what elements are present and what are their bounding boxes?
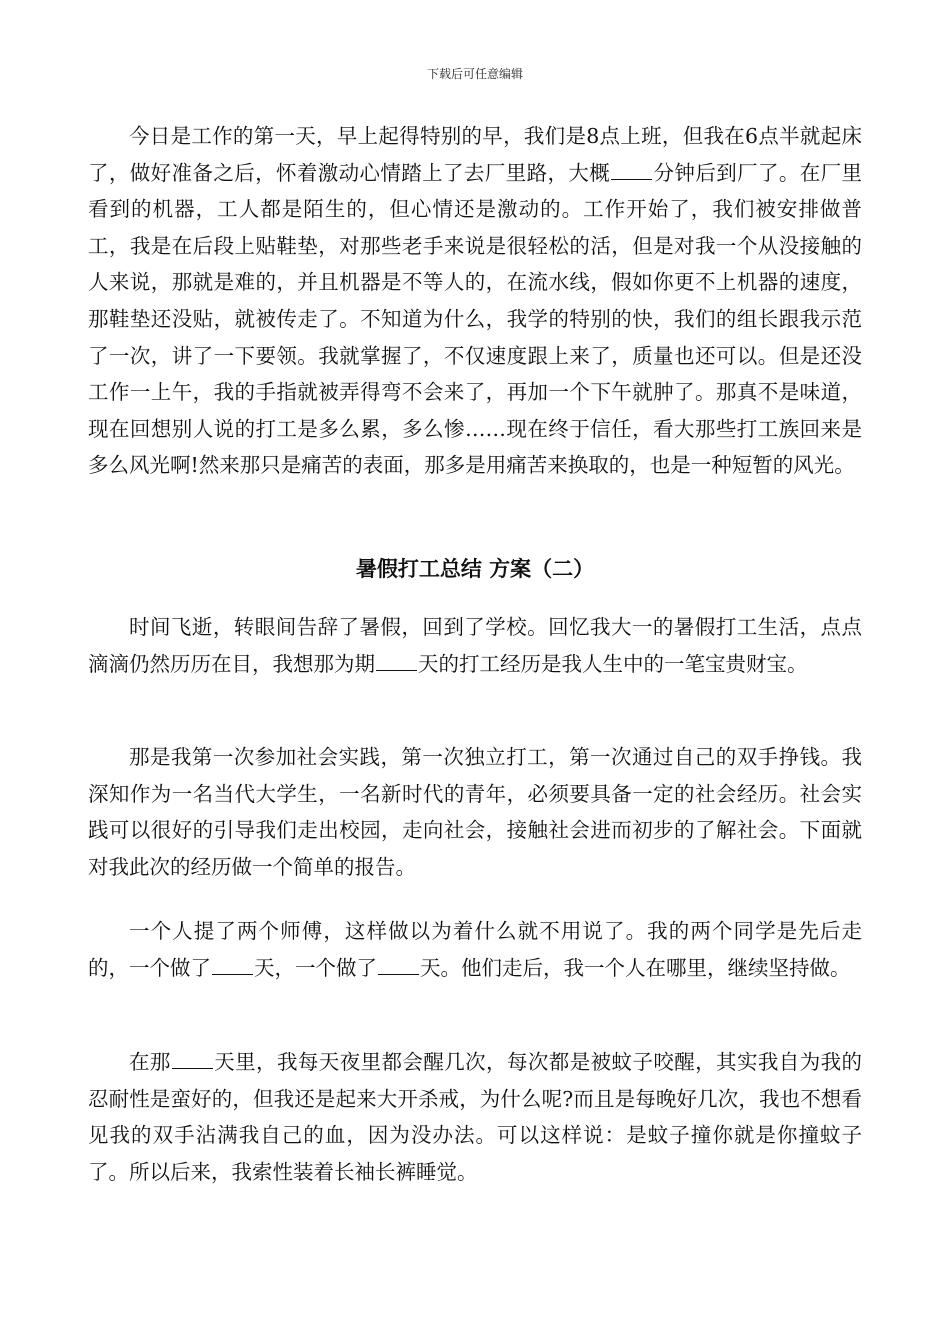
paragraph-3 bbox=[88, 739, 862, 885]
paragraph-5-text-b: 天里，我每天夜里都会醒几次，每次都是被蚊子咬醒，其实我自为我的忍耐性是蛮好的，但我还是起来大开杀戒，为什么呢?而且是每晚好几次，我也不想看见我的双手沾满我自己的血，因为没办法。可以这样说：是蚊子撞你就是你撞蚊子了。所以后来，我索性装着长袖长裤睡觉。 bbox=[88, 1050, 863, 1184]
paragraph-5 bbox=[88, 1044, 862, 1190]
paragraph-2 bbox=[88, 609, 862, 682]
paragraph-3-text: 那是我第一次参加社会实践，第一次独立打工，第一次通过自己的双手挣钱。我深知作为一名当代大学生，一名新时代的青年，必须要具备一定的社会经历。社会实践可以很好的引导我们走出校园，走向社会，接触社会进而初步的了解社会。下面就对我此次的经历做一个简单的报告。 bbox=[88, 745, 862, 879]
page-header bbox=[0, 66, 950, 82]
paragraph-1 bbox=[88, 118, 862, 484]
section-heading bbox=[0, 554, 950, 584]
header-text: 下载后可任意编辑 bbox=[426, 67, 523, 81]
fill-in-blank bbox=[376, 648, 417, 671]
paragraph-1-text-a: 今日是工作的第一天，早上起得特别的早，我们是8点上班，但我在6点半就起床了，做好准备之后，怀着激动心情踏上了去厂里路，大概 bbox=[88, 124, 862, 185]
section-heading-text: 暑假打工总结 方案（二） bbox=[355, 556, 595, 581]
paragraph-4 bbox=[88, 913, 862, 986]
paragraph-2-text-a: 时间飞逝，转眼间告辞了暑假，回到了学校。回忆我大一的暑假打工生活，点点滴滴仍然历历在目，我想那为期 bbox=[88, 615, 862, 676]
fill-in-blank bbox=[172, 1046, 213, 1069]
paragraph-4-text-c: 天。他们走后，我一个人在哪里，继续坚持做。 bbox=[420, 955, 851, 980]
fill-in-blank bbox=[378, 952, 419, 975]
paragraph-1-text-b: 分钟后到厂了。在厂里看到的机器，工人都是陌生的，但心情还是激动的。工作开始了，我们被安排做普工，我是在后段上贴鞋垫，对那些老手来说是很轻松的活，但是对我一个从没接触的人来说，那就是难的，并且机器是不等人的，在流水线，假如你更不上机器的速度，那鞋垫还没贴，就被传走了。不知道为什么，我学的特别的快，我们的组长跟我示范了一次，讲了一下要领。我就掌握了，不仅速度跟上来了，质量也还可以。但是还没工作一上午，我的手指就被弄得弯不会来了，再加一个下午就肿了。那真不是味道，现在回想别人说的打工是多么累，多么惨……现在终于信任，看大那些打工族回来是多么风光啊!然来那只是痛苦的表面，那多是用痛苦来换取的，也是一种短暂的风光。 bbox=[88, 160, 863, 478]
paragraph-2-text-b: 天的打工经历是我人生中的一笔宝贵财宝。 bbox=[418, 651, 808, 676]
paragraph-4-text-a: 一个人提了两个师傅，这样做以为着什么就不用说了。我的两个同学是先后走的，一个做了 bbox=[88, 919, 862, 980]
paragraph-5-text-a: 在那 bbox=[129, 1050, 171, 1074]
fill-in-blank bbox=[611, 157, 652, 180]
fill-in-blank bbox=[212, 952, 253, 975]
paragraph-4-text-b: 天，一个做了 bbox=[254, 955, 377, 980]
